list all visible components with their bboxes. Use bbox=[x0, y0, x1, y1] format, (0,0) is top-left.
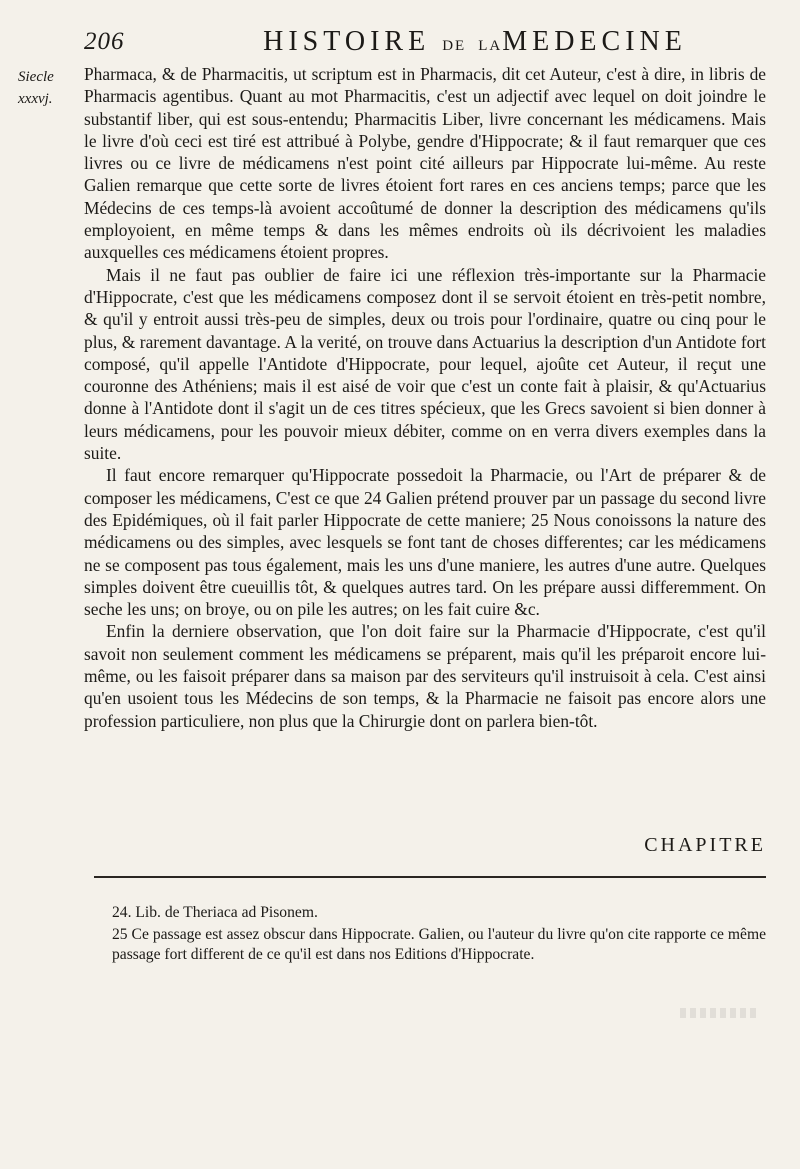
footnote-25: 25 Ce passage est assez obscur dans Hippocrate. Galien, ou l'auteur du livre qu'on cite rapporte ce même passage fort different de ce qu'il est dans nos Editions d'Hippocrate. bbox=[112, 926, 766, 963]
margin-note bbox=[18, 66, 78, 110]
page-number: 206 bbox=[84, 28, 125, 55]
margin-note-siecle: Siecle bbox=[18, 69, 54, 85]
running-head-la: LA bbox=[478, 38, 503, 54]
running-head-histoire: HISTOIRE bbox=[263, 26, 431, 57]
main-text bbox=[84, 63, 766, 732]
footnotes bbox=[112, 903, 766, 967]
page-header bbox=[84, 26, 774, 62]
paragraph: Enfin la derniere observation, que l'on doit faire sur la Pharmacie d'Hippocrate, c'est qu'il savoit non seulement comment les médicamens se préparent, mais qu'il les préparoit encore lui-même, ou les faisoit préparer dans sa maison par des serviteurs qu'il instruisoit à cela. C'est ainsi qu'en usoient tous les Médecins de son temps, & la Pharmacie ne faisoit pas encore alors une profession particuliere, non plus que la Chirurgie dont on parlera bien-tôt. bbox=[84, 621, 766, 731]
paragraph: Mais il ne faut pas oublier de faire ici une réflexion très-importante sur la Pharmacie d'Hippocrate, c'est que les médicamens composez dont il se servoit étoient en très-petit nombre, & qu'il y entroit aussi très-peu de simples, deux ou trois pour l'ordinaire, quatre ou cinq pour le plus, & rarement davantage. A la verité, on trouve dans Actuarius la description d'un Antidote fort composé, qu'il appelle l'Antidote d'Hippocrate, pour lequel, ajoûte cet Auteur, il reçut une couronne des Athéniens; mais il est aisé de voir que c'est un conte fait à plaisir, & qu'Actuarius donne à l'Antidote dont il s'agit un de ces titres spécieux, que les Grecs savoient si bien donner à leurs médicamens, pour les pouvoir mieux débiter, comme on en verra divers exemples dans la suite. bbox=[84, 264, 766, 464]
running-head-medecine: MEDECINE bbox=[502, 26, 687, 57]
paragraph: Pharmaca, & de Pharmacitis, ut scriptum est in Pharmacis, dit cet Auteur, c'est à dire, in libris de Pharmacis agentibus. Quant au mot Pharmacitis, c'est un adjectif avec lequel on doit joindre le substantif liber, qui est sous-entendu; Pharmacitis Liber, livre concernant les médicamens. Mais le livre d'où ceci est tiré est attribué à Polybe, gendre d'Hippocrate; & il faut remarquer que ces livres ou ce livre de médicamens n'est point cité ailleurs par Hippocrate lui-même. Au reste Galien remarque que cette sorte de livres étoient fort rares en ces anciens temps; parce que les Médecins de ces temps-là avoient accoûtumé de donner la description des médicamens qu'ils employoient, en même temps & dans les mêmes endroits où ils décrivoient les maladies auxquelles ces médicamens étoient propres. bbox=[84, 64, 766, 263]
footnote-24: 24. Lib. de Theriaca ad Pisonem. bbox=[112, 904, 318, 921]
margin-note-century: xxxvj. bbox=[18, 91, 53, 107]
running-head-de: DE bbox=[442, 38, 467, 54]
footnote-rule bbox=[94, 876, 766, 878]
running-head bbox=[170, 26, 780, 58]
catchword: CHAPITRE bbox=[644, 834, 766, 856]
show-through-ink bbox=[680, 1008, 760, 1018]
paragraph: Il faut encore remarquer qu'Hippocrate possedoit la Pharmacie, ou l'Art de préparer & de composer les médicamens, C'est ce que 24 Galien prétend prouver par un passage du second livre des Epidémiques, où il fait parler Hippocrate de cette maniere; 25 Nous conoissons la nature des médicamens ou des simples, avec lesquels se font tant de choses differentes; car les médicamens ne se composent pas tous également, mais les uns d'une maniere, les autres d'une autre. Quelques simples doivent être cueuillis tôt, & quelques autres tard. On les prépare aussi differemment. On seche les uns; on broye, ou on pile les autres; on les fait cuire &c. bbox=[84, 465, 766, 620]
